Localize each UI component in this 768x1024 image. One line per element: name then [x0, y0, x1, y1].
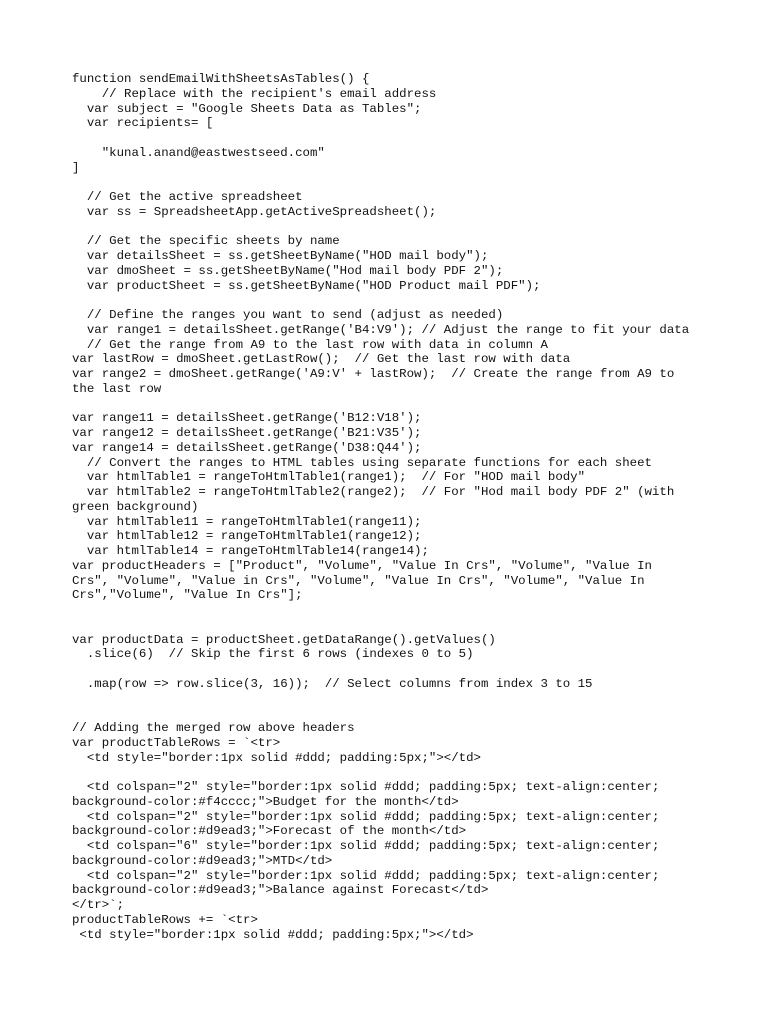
- code-line: [72, 397, 732, 412]
- code-line: var dmoSheet = ss.getSheetByName("Hod mail body PDF 2");: [72, 263, 504, 278]
- code-line: var range12 = detailsSheet.getRange('B21:V35');: [72, 426, 422, 440]
- code-line: [72, 618, 732, 633]
- code-line: background-color:#d9ead3;">Balance against Forecast</td>: [72, 883, 489, 898]
- code-line: // Convert the ranges to HTML tables using separate functions for each sheet: [72, 455, 652, 470]
- code-line: productTableRows += `<tr>: [72, 912, 258, 927]
- code-listing: [72, 72, 732, 942]
- code-line: <td colspan="2" style="border:1px solid #ddd; padding:5px; text-align:center;: [72, 868, 660, 883]
- code-line: <td colspan="2" style="border:1px solid #ddd; padding:5px; text-align:center;: [72, 809, 660, 824]
- code-line: [72, 603, 732, 618]
- code-line: var productSheet = ss.getSheetByName("HOD Product mail PDF");: [72, 278, 541, 293]
- code-line: </tr>`;: [72, 898, 125, 912]
- code-line: // Replace with the recipient's email address: [72, 86, 437, 101]
- code-line: var ss = SpreadsheetApp.getActiveSpreadsheet();: [72, 204, 437, 219]
- code-line: var detailsSheet = ss.getSheetByName("HOD mail body");: [72, 249, 489, 263]
- code-line: <td style="border:1px solid #ddd; padding:5px;"></td>: [72, 927, 474, 942]
- code-line: [72, 692, 732, 707]
- code-line: var htmlTable1 = rangeToHtmlTable1(range1); // For "HOD mail body": [72, 470, 586, 485]
- code-line: var subject = "Google Sheets Data as Tables";: [72, 101, 422, 116]
- code-line: var htmlTable11 = rangeToHtmlTable1(range11);: [72, 514, 422, 529]
- code-line: [72, 220, 732, 235]
- code-line: <td colspan="6" style="border:1px solid #ddd; padding:5px; text-align:center;: [72, 839, 660, 853]
- code-line: var htmlTable14 = rangeToHtmlTable14(range14);: [72, 544, 429, 558]
- code-line: background-color:#d9ead3;">MTD</td>: [72, 853, 333, 868]
- code-line: green background): [72, 499, 199, 514]
- code-line: var productTableRows = `<tr>: [72, 735, 281, 750]
- code-line: <td colspan="2" style="border:1px solid #ddd; padding:5px; text-align:center;: [72, 780, 660, 794]
- code-line: background-color:#d9ead3;">Forecast of the month</td>: [72, 824, 467, 839]
- code-line: function sendEmailWithSheetsAsTables() {: [72, 72, 370, 86]
- code-line: // Get the specific sheets by name: [72, 234, 340, 249]
- code-line: var range14 = detailsSheet.getRange('D38:Q44');: [72, 440, 422, 455]
- code-line: var range11 = detailsSheet.getRange('B12:V18');: [72, 411, 422, 426]
- code-line: var htmlTable12 = rangeToHtmlTable1(range12);: [72, 529, 422, 544]
- code-line: var range2 = dmoSheet.getRange('A9:V' + lastRow); // Create the range from A9 to: [72, 367, 675, 381]
- code-line: [72, 131, 732, 146]
- code-line: [72, 662, 732, 677]
- code-line: var range1 = detailsSheet.getRange('B4:V9'); // Adjust the range to fit your data: [72, 322, 690, 337]
- code-line: // Define the ranges you want to send (adjust as needed): [72, 308, 504, 322]
- code-line: .map(row => row.slice(3, 16)); // Select columns from index 3 to 15: [72, 676, 593, 691]
- code-line: the last row: [72, 381, 162, 396]
- code-line: [72, 293, 732, 308]
- code-line: // Adding the merged row above headers: [72, 721, 355, 735]
- code-line: Crs","Volume", "Value In Crs"];: [72, 588, 303, 603]
- code-line: <td style="border:1px solid #ddd; padding:5px;"></td>: [72, 750, 481, 765]
- code-line: var htmlTable2 = rangeToHtmlTable2(range2); // For "Hod mail body PDF 2" (with: [72, 485, 675, 499]
- code-line: Crs", "Volume", "Value in Crs", "Volume", "Value In Crs", "Volume", "Value In: [72, 573, 645, 588]
- code-line: "kunal.anand@eastwestseed.com": [72, 145, 325, 160]
- code-line: // Get the range from A9 to the last row with data in column A: [72, 337, 548, 352]
- code-line: background-color:#f4cccc;">Budget for the month</td>: [72, 794, 459, 809]
- code-line: var lastRow = dmoSheet.getLastRow(); // Get the last row with data: [72, 352, 571, 367]
- code-line: var productData = productSheet.getDataRange().getValues(): [72, 632, 496, 647]
- code-line: // Get the active spreadsheet: [72, 190, 303, 204]
- code-line: var productHeaders = ["Product", "Volume", "Value In Crs", "Volume", "Value In: [72, 558, 652, 573]
- code-line: ]: [72, 160, 80, 175]
- code-line: [72, 765, 732, 780]
- code-line: [72, 175, 732, 190]
- code-line: [72, 706, 732, 721]
- code-line: var recipients= [: [72, 116, 214, 131]
- code-line: .slice(6) // Skip the first 6 rows (indexes 0 to 5): [72, 647, 474, 662]
